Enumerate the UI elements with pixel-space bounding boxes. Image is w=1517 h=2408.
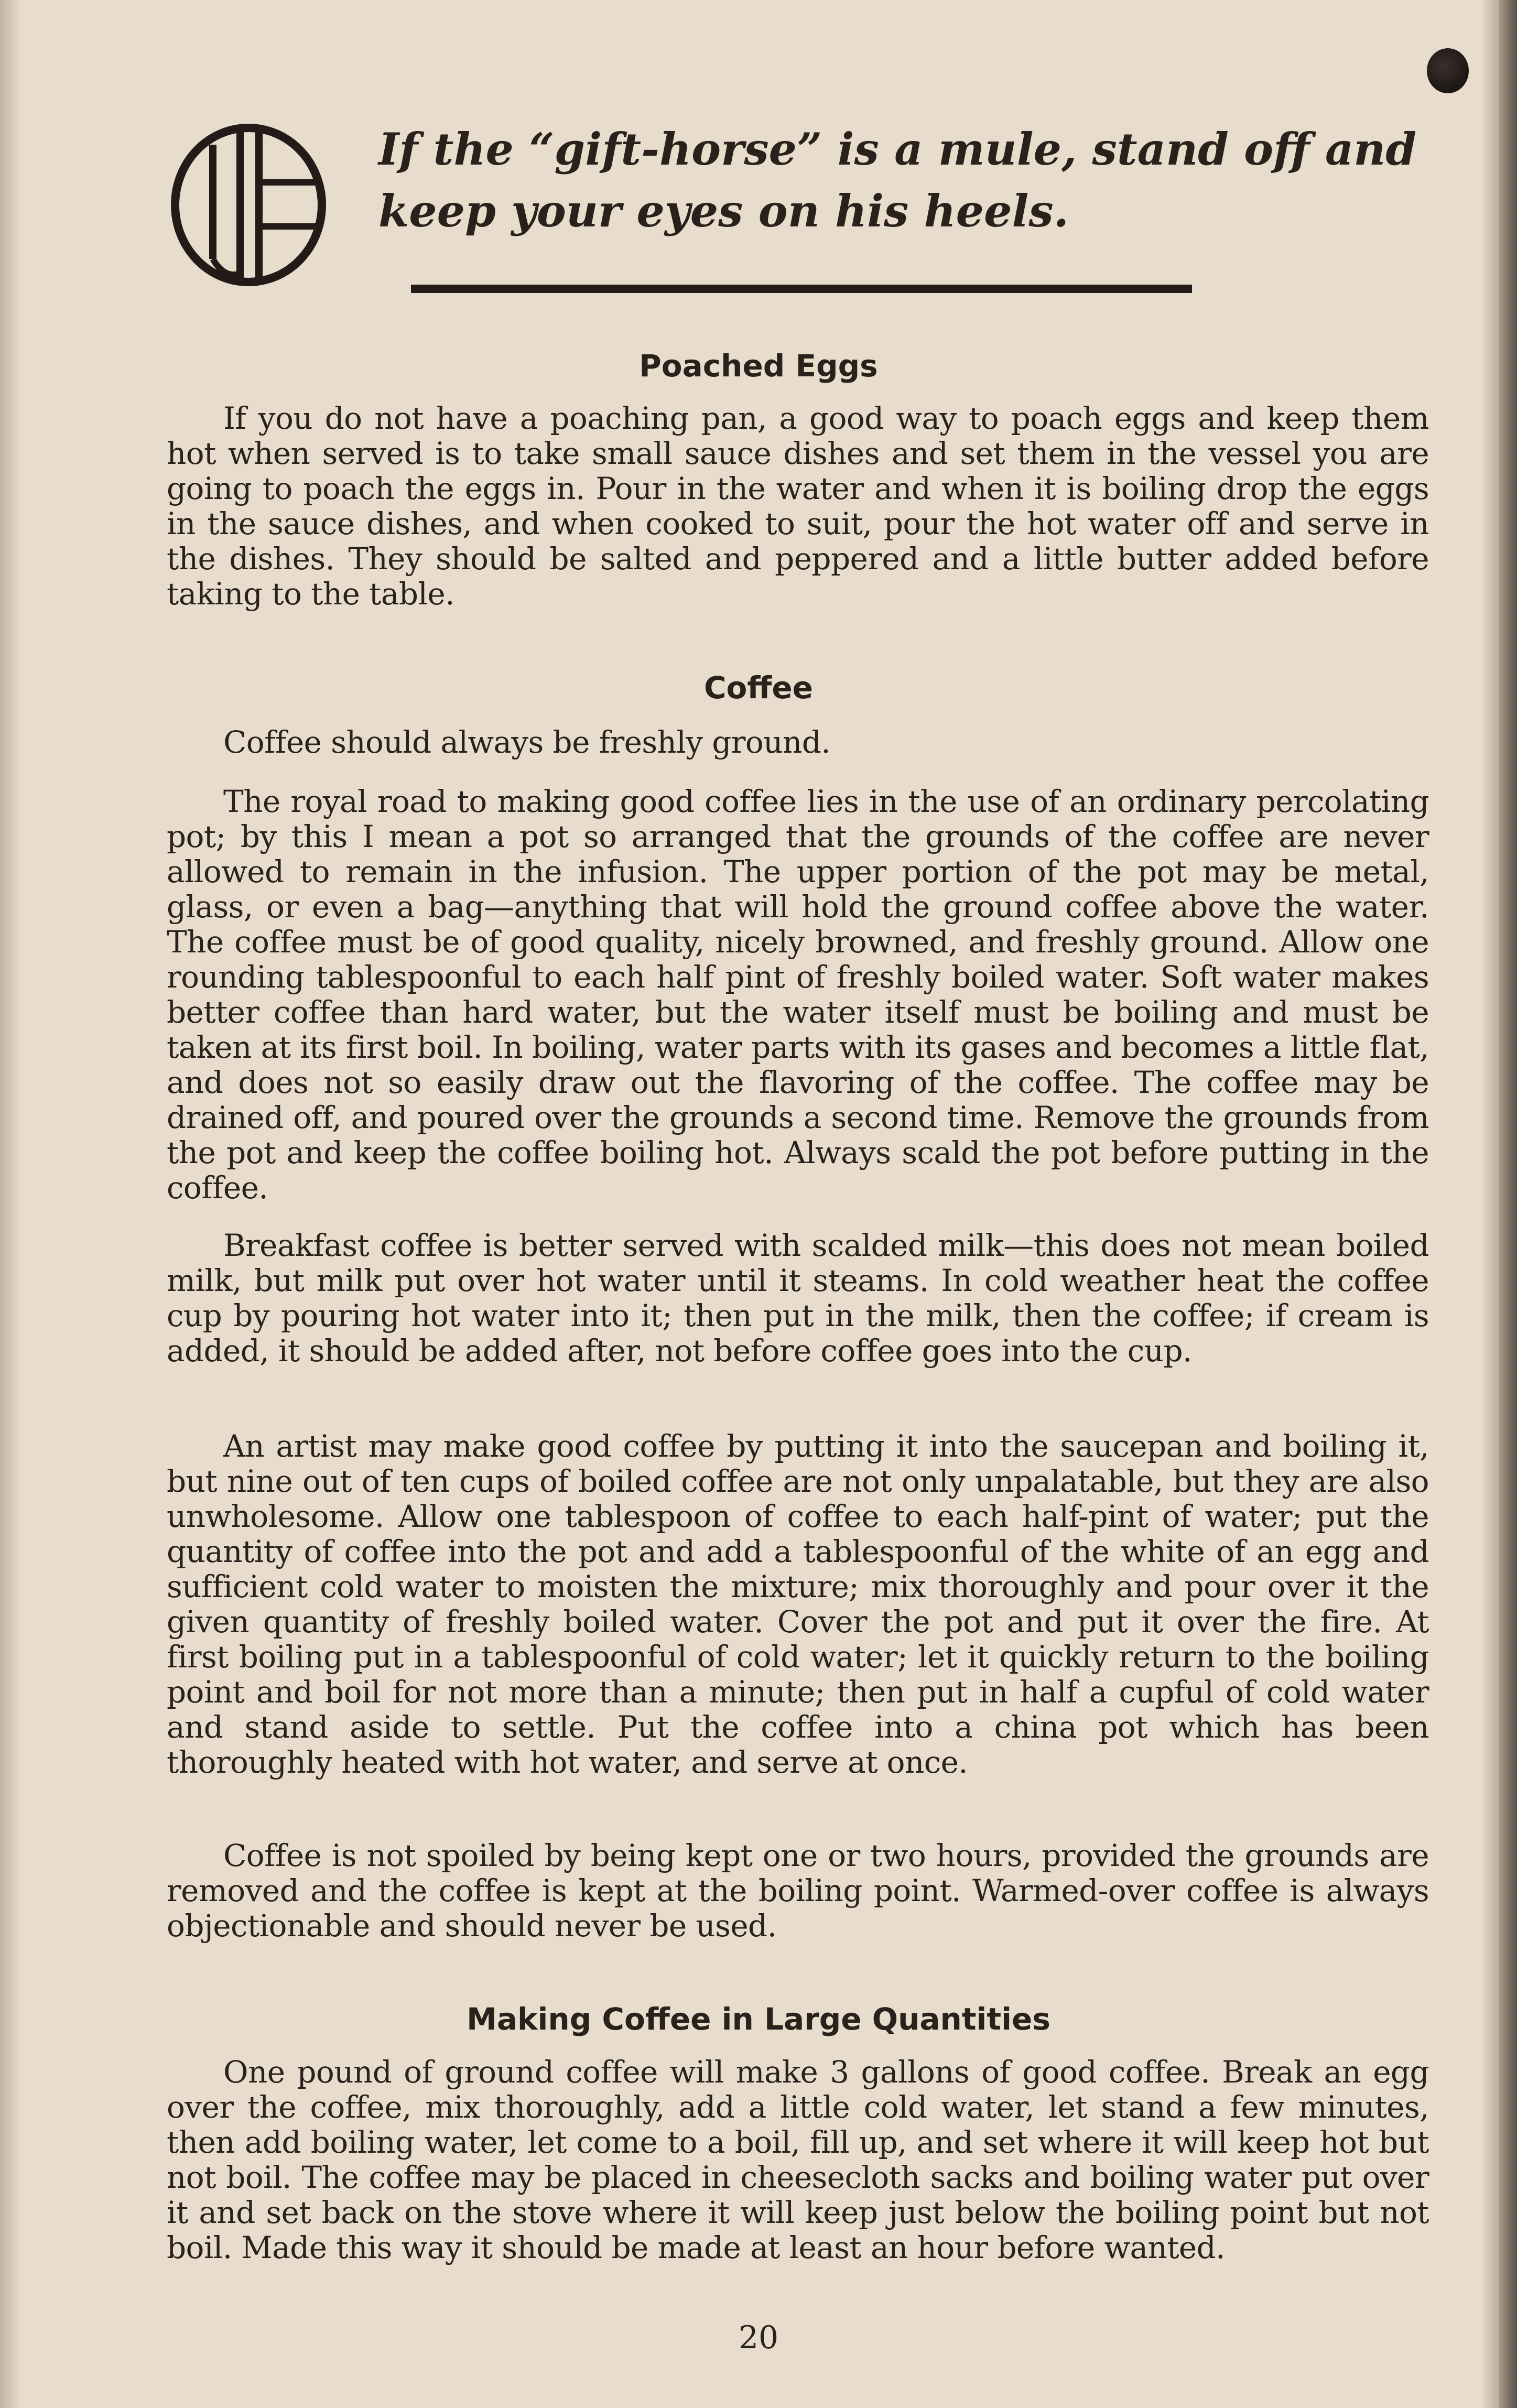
paragraph: The royal road to making good coffee lies in the use of an ordinary percolating pot; by this I mean a pot so arranged that the grounds of the coffee are never allowed to remain in the infusion. The upper portion of the pot may be metal, glass, or even a bag—anything that will hold the ground coffee above the water. The coffee must be of good quality, nicely browned, and freshly ground. Allow one rounding tablespoonful to each half pint of freshly boiled water. Soft water makes better coffee than hard water, but the water itself must be boiling and must be taken at its first boil. In boiling, water parts with its gases and becomes a little flat, and does not so easily draw out the flavoring of the coffee. The coffee may be drained off, and poured over the grounds a second time. Remove the grounds from the pot and keep the coffee boiling hot. Always scald the pot before putting in the coffee. (167, 784, 1429, 1206)
book-monogram-icon (167, 122, 330, 288)
paragraph: Coffee should always be freshly ground. (223, 724, 831, 760)
header-rule (411, 285, 1192, 293)
paragraph: Breakfast coffee is better served with scalded milk—this does not mean boiled milk, but milk put over hot water until it steams. In cold weather heat the coffee cup by pouring hot water into it; then put in the milk, then the coffee; if cream is added, it should be added after, not before coffee goes into the cup. (167, 1228, 1429, 1369)
heading-coffee: Coffee (703, 670, 814, 706)
paragraph: An artist may make good coffee by putting it into the saucepan and boiling it, but nine out of ten cups of boiled coffee are not only unpalatable, but they are also unwholesome. Allow one tablespoon of coffee to each half-pint of water; put the quantity of coffee into the pot and add a tablespoonful of the white of an egg and sufficient cold water to moisten the mixture; mix thoroughly and pour over it the given quantity of freshly boiled water. Cover the pot and put it over the fire. At first boiling put in a tablespoonful of cold water; let it quickly return to the boiling point and boil for not more than a minute; then put in half a cupful of cold water and stand aside to settle. Put the coffee into a china pot which has been thoroughly heated with hot water, and serve at once. (167, 1428, 1429, 1780)
paragraph: If you do not have a poaching pan, a good way to poach eggs and keep them hot when served is to take small sauce dishes and set them in the vessel you are going to poach the eggs in. Pour in the water and when it is boiling drop the eggs in the sauce dishes, and when cooked to suit, pour the hot water off and serve in the dishes. They should be salted and peppered and a little butter added before taking to the table. (167, 400, 1429, 612)
punch-hole (1427, 48, 1469, 93)
paragraph: Coffee is not spoiled by being kept one or two hours, provided the grounds are removed and the coffee is kept at the boiling point. Warmed-over coffee is always objectionable and should never be used. (167, 1838, 1429, 1944)
motto: If the “gift-horse” is a mule, stand off and keep your eyes on his heels. (378, 123, 1417, 237)
page-number: 20 (738, 2319, 779, 2356)
heading-making-coffee-large: Making Coffee in Large Quantities (467, 2001, 1050, 2037)
heading-poached-eggs: Poached Eggs (639, 348, 878, 384)
paragraph: One pound of ground coffee will make 3 gallons of good coffee. Break an egg over the coffee, mix thoroughly, add a little cold water, let stand a few minutes, then add boiling water, let come to a boil, fill up, and set where it will keep hot but not boil. The coffee may be placed in cheesecloth sacks and boiling water put over it and set back on the stove where it will keep just below the boiling point but not boil. Made this way it should be made at least an hour before wanted. (167, 2054, 1429, 2265)
